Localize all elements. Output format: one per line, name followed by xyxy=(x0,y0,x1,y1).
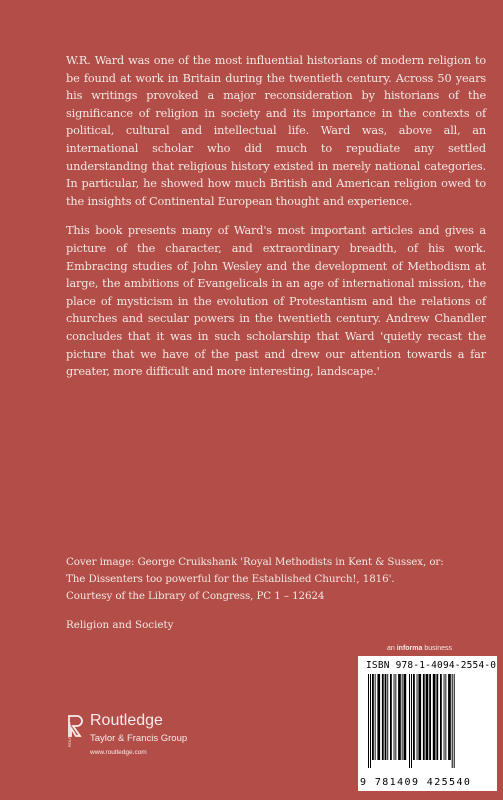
blurb-paragraph-2: This book presents many of Ward's most important articles and gives a picture of the character, and extraordinary breadth, of his work. Embracing studies of John Wesley and the development of Methodism at large, the ambitions of Evangelicals in an age of international mission, the place of mysticism in the evolution of Protestantism and the relations of churches and secular powers in the twentieth century. Andrew Chandler concludes that it was in such scholarship that Ward 'quietly recast the picture that we have of the past and drew our attention towards a far greater, more difficult and more interesting, landscape.' xyxy=(66,224,486,379)
barcode-bar xyxy=(445,674,446,760)
routledge-mark-letters: ROUTLEDGE xyxy=(67,722,72,747)
barcode-bar xyxy=(426,674,429,760)
barcode-bar xyxy=(387,674,388,760)
blurb-paragraph-1: W.R. Ward was one of the most influential historians of modern religion to be found at work in Britain during the twentieth century. Across 50 years his writings provoked a major reconsideration by historians of the significance of religion in society and its importance in the contexts of political, cultural and intellectual life. Ward was, above all, an international scholar who did much to repudiate any settled understanding that religious history existed in merely national categories. In particular, he showed how much British and American religion owed to the insights of Continental European thought and experience. xyxy=(66,54,486,208)
publisher-url: www.routledge.com xyxy=(90,749,147,756)
barcode-bar xyxy=(452,674,453,768)
barcode-bar xyxy=(429,674,431,760)
barcode-bar xyxy=(436,674,438,760)
barcode-bar xyxy=(444,674,445,760)
informa-business-tag xyxy=(387,645,452,652)
routledge-r-icon xyxy=(67,714,85,750)
barcode-bar xyxy=(394,674,395,760)
barcode-bar xyxy=(448,674,451,760)
cover-image-credit xyxy=(66,554,486,605)
barcode-bar xyxy=(411,674,412,768)
publisher-group: Taylor & Francis Group xyxy=(90,733,188,744)
barcode-bar xyxy=(372,674,374,760)
barcode-bar xyxy=(409,674,410,768)
publisher-name: Routledge xyxy=(90,712,163,729)
barcode-bar xyxy=(377,674,380,760)
informa-prefix: an xyxy=(387,645,397,652)
credit-line-2: The Dissenters too powerful for the Established Church!, 1816'. xyxy=(66,573,395,585)
informa-suffix: business xyxy=(422,645,452,652)
barcode-bar xyxy=(382,674,384,760)
barcode-bar xyxy=(390,674,392,760)
barcode-bar xyxy=(370,674,371,768)
barcode-bar xyxy=(440,674,442,760)
barcode-bar xyxy=(418,674,421,760)
barcode-bar xyxy=(398,674,401,760)
credit-line-1: Cover image: George Cruikshank 'Royal Methodists in Kent & Sussex, or: xyxy=(66,556,444,568)
back-cover-blurb xyxy=(66,52,486,393)
isbn-label: ISBN 978-1-4094-2554-0 xyxy=(366,660,497,671)
barcode-bar xyxy=(402,674,403,760)
barcode-bar xyxy=(454,674,455,768)
barcode-bar xyxy=(368,674,369,768)
series-name: Religion and Society xyxy=(66,619,174,631)
routledge-logo xyxy=(67,712,267,772)
informa-brand: informa xyxy=(396,645,423,652)
barcode-bar xyxy=(395,674,396,760)
barcode-digits: 9 781409 425540 xyxy=(360,777,472,788)
credit-line-3: Courtesy of the Library of Congress, PC 1 – 12624 xyxy=(66,590,325,602)
barcode-bar xyxy=(423,674,425,760)
barcode-bar xyxy=(375,674,376,760)
barcode-bar xyxy=(385,674,387,760)
barcode-bars xyxy=(366,674,490,768)
barcode-bar xyxy=(404,674,407,760)
barcode-panel xyxy=(358,656,497,791)
barcode-bar xyxy=(413,674,415,760)
barcode-bar xyxy=(417,674,418,760)
barcode-bar xyxy=(433,674,436,760)
